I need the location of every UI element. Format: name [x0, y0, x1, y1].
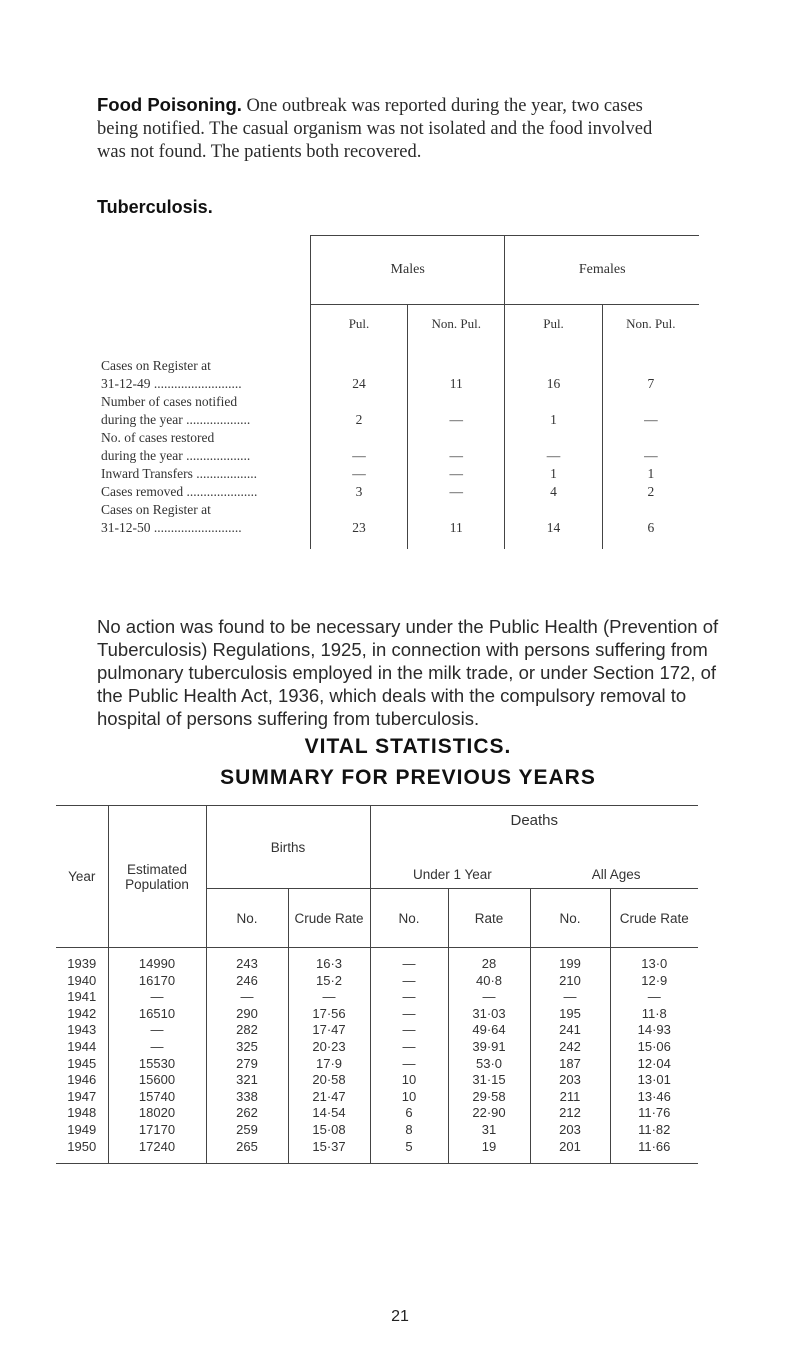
tb-cell: 24	[310, 343, 407, 393]
vs-cell-deaths-rate: 11·66	[610, 1139, 698, 1164]
tb-row-label	[97, 501, 310, 549]
vs-row	[56, 1072, 698, 1089]
vs-cell-deaths-no: 241	[530, 1022, 610, 1039]
vs-cell-population: 17240	[108, 1139, 206, 1164]
header-infant-rate: Rate	[448, 889, 530, 948]
tb-cell: —	[310, 429, 407, 465]
header-infant-no: No.	[370, 889, 448, 948]
tb-cell: 23	[310, 501, 407, 549]
header-population: Estimated Population	[108, 806, 206, 948]
tb-cell: 6	[602, 501, 699, 549]
tb-cell: 14	[505, 501, 602, 549]
vs-cell-infant-no: —	[370, 973, 448, 990]
tb-row-label-line2: Cases removed .....................	[101, 484, 258, 499]
vs-cell-infant-no: —	[370, 1022, 448, 1039]
vs-cell-infant-rate: 22·90	[448, 1105, 530, 1122]
vs-cell-births-no: 279	[206, 1056, 288, 1073]
tb-row-label-line2: during the year ...................	[101, 448, 251, 463]
vs-row	[56, 1089, 698, 1106]
tb-cell: 1	[602, 465, 699, 483]
vs-cell-births-no: 246	[206, 973, 288, 990]
tuberculosis-regulations-paragraph: No action was found to be necessary under the Public Health (Prevention of Tuberculosis) Regulations, 1925, in connection with persons suffering from pulmonary tuberculosis employed in the milk trade, or under Section 172, of the Public Health Act, 1936, which deals with the compulsory removal to hospital of persons suffering from tuberculosis.	[97, 616, 719, 729]
vs-row	[56, 989, 698, 1006]
tb-corner-cell	[97, 236, 310, 344]
vs-cell-population: —	[108, 989, 206, 1006]
header-births: Births	[206, 806, 370, 889]
tb-cell: —	[408, 483, 505, 501]
tb-row	[97, 483, 699, 501]
vs-cell-births-no: 262	[206, 1105, 288, 1122]
tb-subheader: Pul.	[505, 305, 602, 344]
vs-row	[56, 1139, 698, 1164]
vs-cell-births-rate: 17·56	[288, 1006, 370, 1023]
tb-row	[97, 465, 699, 483]
tb-row-label	[97, 393, 310, 429]
food-poisoning-text: One outbreak was reported during the year, two cases being notified. The casual organism was not isolated and the food involved was not found. The patients both recovered.	[97, 96, 653, 162]
vs-cell-year: 1942	[67, 1005, 97, 1021]
vital-statistics-subtitle: SUMMARY FOR PREVIOUS YEARS	[220, 766, 596, 789]
vs-cell-population: 15530	[108, 1056, 206, 1073]
tb-row	[97, 343, 699, 393]
vs-cell-births-no: 321	[206, 1072, 288, 1089]
vs-cell-deaths-no: 203	[530, 1072, 610, 1089]
vs-cell-deaths-no: 203	[530, 1122, 610, 1139]
tb-cell: —	[408, 429, 505, 465]
food-poisoning-paragraph	[97, 93, 682, 164]
header-births-no: No.	[206, 889, 288, 948]
vs-cell-deaths-rate: 13·46	[610, 1089, 698, 1106]
vs-cell-infant-rate: 31·03	[448, 1006, 530, 1023]
vs-cell-year: 1940	[67, 972, 97, 988]
tb-row-label-line1: Cases on Register at	[101, 358, 211, 373]
tb-cell: 4	[505, 483, 602, 501]
vs-cell-population: —	[108, 1039, 206, 1056]
tb-row-label-line2: Inward Transfers ..................	[101, 466, 257, 481]
vs-cell-deaths-rate: 12·9	[610, 973, 698, 990]
vs-cell-births-rate: 15·08	[288, 1122, 370, 1139]
vs-cell-births-rate: 15·2	[288, 973, 370, 990]
vs-row	[56, 973, 698, 990]
header-deaths: Deaths	[510, 812, 559, 829]
header-under-1-year: Under 1 Year	[412, 867, 492, 882]
tb-group-females: Females	[505, 236, 699, 305]
vs-cell-births-rate: 20·58	[288, 1072, 370, 1089]
tb-row-label	[97, 483, 310, 501]
vs-cell-infant-no: 10	[370, 1072, 448, 1089]
vs-cell-deaths-no: 187	[530, 1056, 610, 1073]
vs-cell-infant-no: —	[370, 1056, 448, 1073]
vs-cell-births-rate: 14·54	[288, 1105, 370, 1122]
tb-row-label-line2: 31-12-50 ..........................	[101, 520, 242, 535]
tuberculosis-heading: Tuberculosis.	[97, 197, 213, 217]
vs-cell-deaths-rate: 11·76	[610, 1105, 698, 1122]
vs-cell-infant-no: —	[370, 1039, 448, 1056]
vs-cell-deaths-no: 212	[530, 1105, 610, 1122]
vs-row	[56, 1056, 698, 1073]
vs-cell-births-rate: 21·47	[288, 1089, 370, 1106]
tb-subheader: Pul.	[310, 305, 407, 344]
tb-cell: —	[602, 429, 699, 465]
vs-cell-infant-rate: 49·64	[448, 1022, 530, 1039]
vs-cell-births-no: 243	[206, 948, 288, 973]
vs-cell-deaths-rate: 12·04	[610, 1056, 698, 1073]
tb-cell: 1	[505, 393, 602, 429]
header-all-ages: All Ages	[591, 867, 641, 882]
vital-statistics-title: VITAL STATISTICS.	[304, 735, 512, 758]
vs-cell-deaths-no: 210	[530, 973, 610, 990]
vs-cell-population: 17170	[108, 1122, 206, 1139]
vs-cell-year: 1943	[67, 1022, 97, 1038]
tb-cell: 2	[310, 393, 407, 429]
vs-cell-year: 1945	[67, 1055, 97, 1071]
vs-cell-deaths-no: 199	[530, 948, 610, 973]
vs-row	[56, 1039, 698, 1056]
vs-cell-deaths-rate: 11·8	[610, 1006, 698, 1023]
header-deaths-crude-rate: Crude Rate	[610, 889, 698, 948]
vs-cell-deaths-no: 195	[530, 1006, 610, 1023]
vs-cell-infant-rate: —	[448, 989, 530, 1006]
vs-row	[56, 1006, 698, 1023]
vs-cell-deaths-no: 201	[530, 1139, 610, 1164]
vs-cell-year: 1948	[67, 1105, 97, 1121]
vs-cell-deaths-rate: 13·01	[610, 1072, 698, 1089]
vs-cell-infant-rate: 31·15	[448, 1072, 530, 1089]
tb-row-label-line1: Number of cases notified	[101, 394, 238, 409]
vs-cell-deaths-no: —	[530, 989, 610, 1006]
tb-cell: 7	[602, 343, 699, 393]
tb-cell: 16	[505, 343, 602, 393]
vs-row	[56, 1122, 698, 1139]
header-year: Year	[56, 806, 108, 948]
vs-cell-infant-no: —	[370, 989, 448, 1006]
vs-cell-infant-no: 6	[370, 1105, 448, 1122]
vs-cell-births-rate: 17·9	[288, 1056, 370, 1073]
vs-cell-year: 1944	[67, 1038, 97, 1054]
vs-cell-infant-rate: 19	[448, 1139, 530, 1164]
tb-subheader: Non. Pul.	[408, 305, 505, 344]
tb-group-males: Males	[310, 236, 505, 305]
vs-cell-year: 1950	[56, 1139, 108, 1164]
vs-cell-deaths-rate: 13·0	[610, 948, 698, 973]
tb-row	[97, 429, 699, 465]
vs-cell-year: 1941	[67, 989, 97, 1005]
food-poisoning-heading: Food Poisoning.	[97, 94, 242, 115]
vs-cell-births-no: 290	[206, 1006, 288, 1023]
vs-cell-deaths-rate: 15·06	[610, 1039, 698, 1056]
vs-cell-infant-no: 10	[370, 1089, 448, 1106]
tb-row	[97, 501, 699, 549]
tb-cell: 2	[602, 483, 699, 501]
vs-cell-births-no: —	[206, 989, 288, 1006]
tb-cell: 11	[408, 501, 505, 549]
vs-cell-infant-rate: 40·8	[448, 973, 530, 990]
vs-cell-births-rate: 16·3	[288, 948, 370, 973]
vs-cell-infant-no: 8	[370, 1122, 448, 1139]
vs-cell-deaths-rate: —	[610, 989, 698, 1006]
vs-cell-population: 15740	[108, 1089, 206, 1106]
tb-cell: —	[505, 429, 602, 465]
tb-row	[97, 393, 699, 429]
tb-cell: —	[602, 393, 699, 429]
vs-cell-infant-no: 5	[370, 1139, 448, 1164]
vs-cell-infant-rate: 53·0	[448, 1056, 530, 1073]
tuberculosis-table	[97, 235, 699, 549]
vs-cell-deaths-no: 211	[530, 1089, 610, 1106]
header-births-crude-rate: Crude Rate	[288, 889, 370, 948]
tb-subheader: Non. Pul.	[602, 305, 699, 344]
tb-row-label	[97, 465, 310, 483]
tb-row-label-line2: 31-12-49 ..........................	[101, 376, 242, 391]
vs-cell-year: 1939	[67, 956, 97, 971]
vs-cell-deaths-rate: 14·93	[610, 1022, 698, 1039]
vs-cell-infant-rate: 28	[448, 948, 530, 973]
vs-row	[56, 948, 698, 973]
vs-row	[56, 1105, 698, 1122]
vs-cell-births-no: 325	[206, 1039, 288, 1056]
vs-cell-population: 18020	[108, 1105, 206, 1122]
vs-cell-population: 14990	[108, 948, 206, 973]
tb-row-label	[97, 429, 310, 465]
vs-cell-population: 16170	[108, 973, 206, 990]
tb-cell: —	[408, 465, 505, 483]
vs-cell-deaths-rate: 11·82	[610, 1122, 698, 1139]
vs-cell-infant-no: —	[370, 948, 448, 973]
header-deaths-no: No.	[530, 889, 610, 948]
vs-cell-infant-rate: 39·91	[448, 1039, 530, 1056]
vs-row	[56, 1022, 698, 1039]
vs-cell-infant-rate: 31	[448, 1122, 530, 1139]
vs-cell-year: 1946	[67, 1072, 97, 1088]
tb-row-label-line2: during the year ...................	[101, 412, 251, 427]
vs-cell-population: 16510	[108, 1006, 206, 1023]
vs-cell-births-rate: 15·37	[288, 1139, 370, 1164]
vs-cell-births-rate: 17·47	[288, 1022, 370, 1039]
vs-cell-year: 1949	[67, 1121, 97, 1137]
tb-cell: 3	[310, 483, 407, 501]
tb-row-label	[97, 343, 310, 393]
tb-row-label-line1: No. of cases restored	[101, 430, 215, 445]
vs-cell-births-rate: 20·23	[288, 1039, 370, 1056]
vs-cell-births-rate: —	[288, 989, 370, 1006]
vs-cell-deaths-no: 242	[530, 1039, 610, 1056]
page-number: 21	[391, 1308, 409, 1325]
vs-cell-births-no: 265	[206, 1139, 288, 1164]
tb-row-label-line1: Cases on Register at	[101, 502, 211, 517]
header-deaths-group	[370, 806, 698, 889]
vs-cell-population: —	[108, 1022, 206, 1039]
vs-cell-births-no: 282	[206, 1022, 288, 1039]
tb-cell: 11	[408, 343, 505, 393]
vs-cell-population: 15600	[108, 1072, 206, 1089]
vs-cell-infant-no: —	[370, 1006, 448, 1023]
vs-cell-year: 1947	[67, 1088, 97, 1104]
vital-statistics-table	[56, 805, 698, 1164]
tb-cell: —	[408, 393, 505, 429]
tb-cell: —	[310, 465, 407, 483]
vs-cell-births-no: 338	[206, 1089, 288, 1106]
vs-cell-births-no: 259	[206, 1122, 288, 1139]
vs-cell-infant-rate: 29·58	[448, 1089, 530, 1106]
tb-cell: 1	[505, 465, 602, 483]
